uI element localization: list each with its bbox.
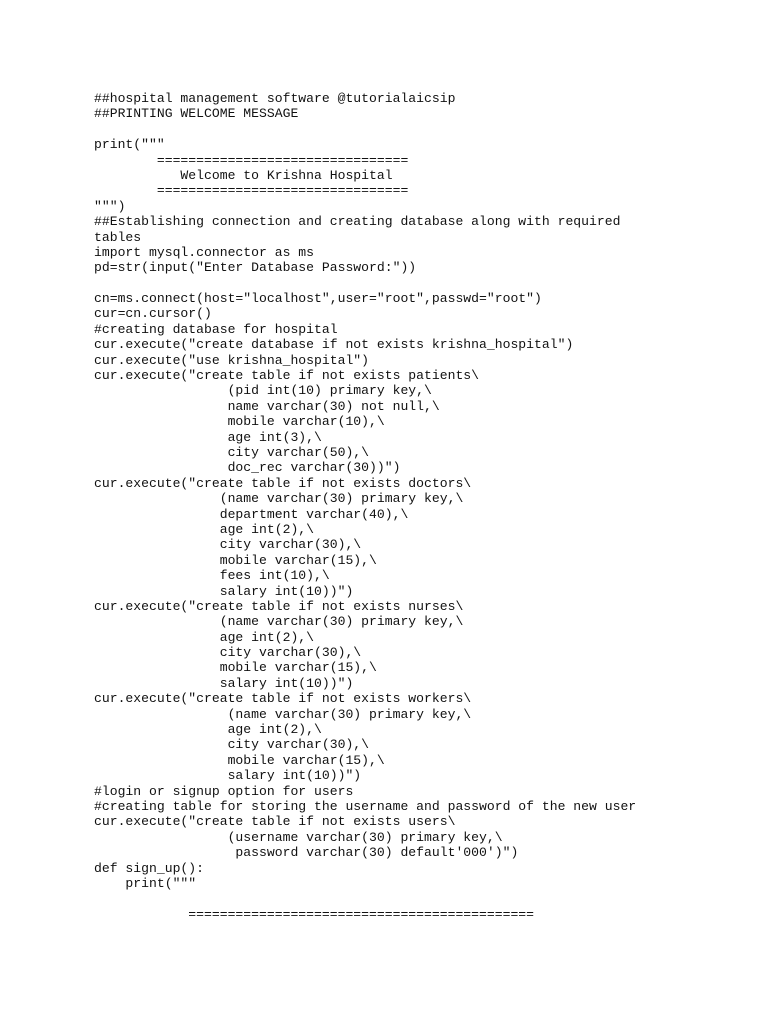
code-line: salary int(10))") [94,768,362,784]
code-line: (name varchar(30) primary key,\ [94,614,464,630]
code-line: def sign_up(): [94,860,205,876]
code-line: age int(2),\ [94,722,322,738]
code-line: mobile varchar(10),\ [94,414,385,430]
code-line: #login or signup option for users [94,783,354,799]
code-line: age int(2),\ [94,629,315,645]
code-line [94,891,636,906]
code-line: (pid int(10) primary key,\ [94,383,432,399]
code-line: ##PRINTING WELCOME MESSAGE [94,106,299,122]
code-line: department varchar(40),\ [94,506,409,522]
code-line: mobile varchar(15),\ [94,552,377,568]
code-line: cn=ms.connect(host="localhost",user="root",passwd="root") [94,291,542,307]
code-line: cur.execute("use krishna_hospital") [94,352,370,368]
code-line: print(""" [94,137,165,153]
code-line: age int(3),\ [94,429,322,445]
code-line: ================================ [94,183,409,199]
code-line: cur.execute("create table if not exists doctors\ [94,475,472,491]
code-line [94,276,636,291]
code-line: city varchar(30),\ [94,737,370,753]
code-listing [94,91,636,922]
code-line: cur.execute("create table if not exists nurses\ [94,598,464,614]
code-line: password varchar(30) default'000')") [94,845,519,861]
code-line: pd=str(input("Enter Database Password:")) [94,260,417,276]
code-line: cur.execute("create table if not exists users\ [94,814,456,830]
code-line: (name varchar(30) primary key,\ [94,491,464,507]
code-line: mobile varchar(15),\ [94,660,377,676]
code-line: fees int(10),\ [94,568,330,584]
code-line: ============================================ [94,906,535,922]
code-line: city varchar(30),\ [94,645,362,661]
code-line: ================================ [94,152,409,168]
code-line: print(""" [94,875,197,891]
code-line: doc_rec varchar(30))") [94,460,401,476]
code-line: Welcome to Krishna Hospital [94,167,393,183]
code-line: #creating table for storing the username and password of the new user [94,798,637,814]
code-line: (username varchar(30) primary key,\ [94,829,503,845]
code-line: mobile varchar(15),\ [94,752,385,768]
code-line: """) [94,198,126,214]
code-line: salary int(10))") [94,583,354,599]
code-line: tables [94,229,142,245]
code-line: ##hospital management software @tutorialaicsip [94,91,456,106]
code-line: city varchar(50),\ [94,444,370,460]
code-line: city varchar(30),\ [94,537,362,553]
code-line: cur=cn.cursor() [94,306,212,322]
code-line: cur.execute("create table if not exists patients\ [94,368,480,384]
code-line: salary int(10))") [94,675,354,691]
code-line: #creating database for hospital [94,321,338,337]
code-line: (name varchar(30) primary key,\ [94,706,472,722]
code-line: import mysql.connector as ms [94,244,315,260]
code-line: age int(2),\ [94,521,315,537]
code-line [94,122,636,137]
code-line: name varchar(30) not null,\ [94,398,440,414]
code-line: cur.execute("create table if not exists workers\ [94,691,472,707]
code-line: ##Establishing connection and creating database along with required [94,214,621,230]
code-line: cur.execute("create database if not exists krishna_hospital") [94,337,574,353]
